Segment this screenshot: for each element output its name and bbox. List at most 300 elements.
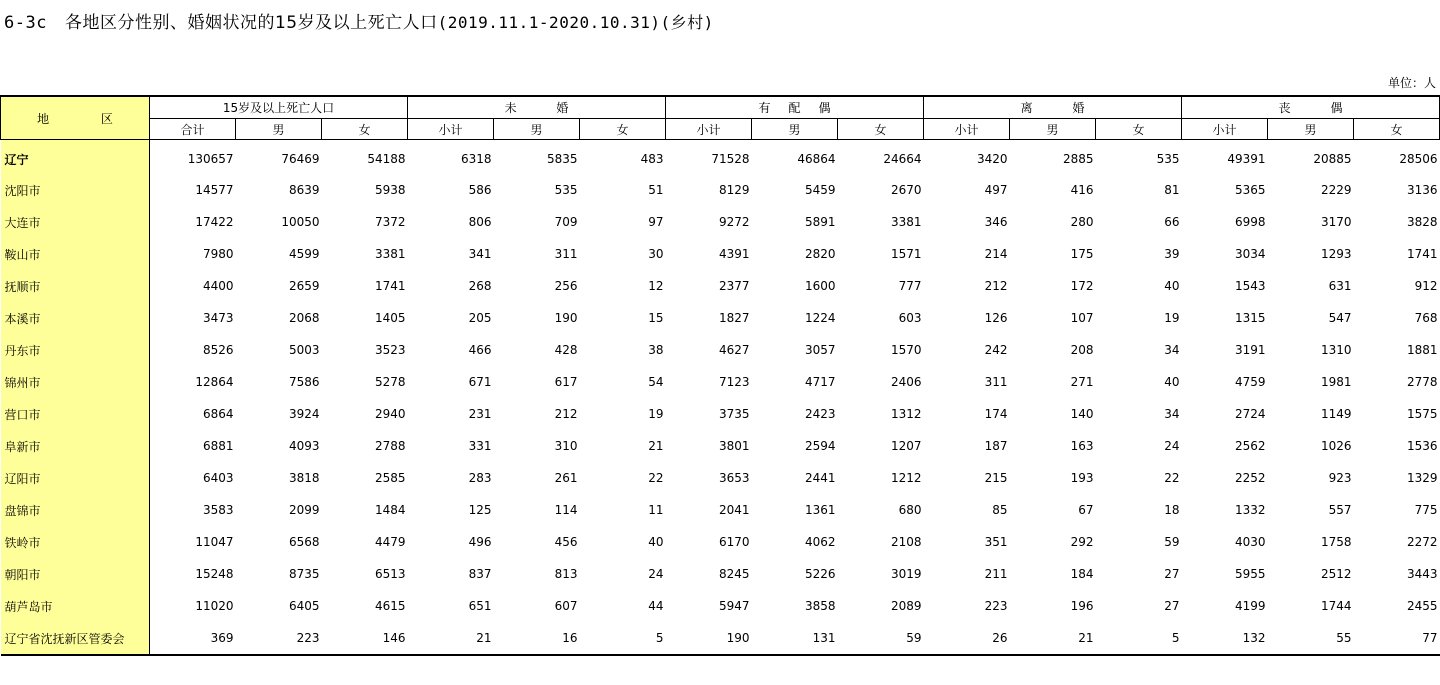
table-cell: 813 [554, 567, 578, 581]
table-cell: 3381 [374, 247, 406, 261]
table-cell: 146 [322, 622, 408, 655]
table-cell: 85 [992, 503, 1008, 517]
table-cell: 535 [554, 183, 578, 197]
region-name: 辽宁 [1, 140, 150, 175]
table-cell: 2778 [1407, 375, 1438, 389]
table-row [1, 238, 1440, 270]
table-cell: 30 [648, 247, 664, 261]
table-cell: 34 [1164, 407, 1180, 421]
table-cell: 6513 [374, 567, 406, 581]
table-cell: 268 [468, 279, 492, 293]
table-cell: 187 [984, 439, 1008, 453]
table-row [1, 494, 1440, 526]
table-cell: 3735 [718, 407, 750, 421]
table-cell: 1570 [891, 343, 922, 357]
table-cell: 4093 [288, 439, 320, 453]
table-cell: 557 [1328, 503, 1352, 517]
table-cell: 2788 [374, 439, 406, 453]
table-cell: 59 [1164, 535, 1180, 549]
table-row [1, 206, 1440, 238]
subheader: 小计 [1182, 119, 1268, 140]
table-cell: 81 [1164, 183, 1180, 197]
table-cell: 38 [648, 343, 664, 357]
subheader: 男 [1268, 119, 1354, 140]
table-cell: 617 [554, 375, 578, 389]
table-cell: 12864 [195, 375, 234, 389]
table-cell: 5003 [288, 343, 320, 357]
table-cell: 1026 [1321, 439, 1352, 453]
table-cell: 1329 [1407, 471, 1438, 485]
table-row [1, 590, 1440, 622]
table-cell: 22 [648, 471, 664, 485]
subheader: 小计 [408, 119, 494, 140]
table-cell: 651 [468, 599, 492, 613]
table-cell: 172 [1070, 279, 1094, 293]
table-cell: 4030 [1235, 535, 1266, 549]
table-cell: 208 [1070, 343, 1094, 357]
table-cell: 607 [554, 599, 578, 613]
region-name: 锦州市 [1, 366, 150, 398]
table-cell: 27 [1164, 567, 1180, 581]
region-name: 本溪市 [1, 302, 150, 334]
table-cell: 14577 [195, 183, 234, 197]
table-cell: 547 [1328, 311, 1352, 325]
table-cell: 1312 [891, 407, 922, 421]
table-cell: 1981 [1321, 375, 1352, 389]
table-title-text: 各地区分性别、婚姻状况的15岁及以上死亡人口 [64, 13, 438, 33]
table-cell: 19 [648, 407, 664, 421]
table-cell: 3019 [891, 567, 922, 581]
table-cell: 3924 [288, 407, 320, 421]
table-cell: 603 [898, 311, 922, 325]
region-name: 鞍山市 [1, 238, 150, 270]
table-cell: 40 [1164, 279, 1180, 293]
table-cell: 40 [648, 535, 664, 549]
table-row [1, 270, 1440, 302]
table-cell: 2940 [374, 407, 406, 421]
table-cell: 126 [984, 311, 1008, 325]
table-cell: 76469 [281, 152, 320, 166]
table-cell: 5459 [804, 183, 836, 197]
table-cell: 18 [1164, 503, 1180, 517]
region-name: 朝阳市 [1, 558, 150, 590]
table-cell: 10050 [281, 215, 320, 229]
subheader: 男 [494, 119, 580, 140]
table-cell: 8735 [288, 567, 320, 581]
table-cell: 4615 [374, 599, 406, 613]
table-cell: 1405 [374, 311, 406, 325]
table-row [1, 526, 1440, 558]
table-cell: 4400 [202, 279, 234, 293]
table-cell: 428 [554, 343, 578, 357]
table-cell: 680 [898, 503, 922, 517]
table-cell: 2585 [374, 471, 406, 485]
table-cell: 2455 [1407, 599, 1438, 613]
table-cell: 193 [1070, 471, 1094, 485]
table-cell: 28506 [1399, 152, 1438, 166]
table-cell: 1310 [1321, 343, 1352, 357]
table-cell: 1741 [1407, 247, 1438, 261]
table-cell: 1332 [1235, 503, 1266, 517]
table-cell: 2108 [891, 535, 922, 549]
table-cell: 190 [554, 311, 578, 325]
table-cell: 6998 [1235, 215, 1266, 229]
table-cell: 271 [1070, 375, 1094, 389]
table-cell: 1293 [1321, 247, 1352, 261]
group-header-total: 15岁及以上死亡人口 [150, 96, 408, 119]
table-cell: 54 [648, 375, 664, 389]
table-cell: 346 [984, 215, 1008, 229]
table-cell: 837 [468, 567, 492, 581]
table-cell: 4717 [804, 375, 836, 389]
table-cell: 6881 [202, 439, 234, 453]
table-cell: 256 [554, 279, 578, 293]
table-cell: 11047 [195, 535, 234, 549]
table-cell: 205 [468, 311, 492, 325]
table-cell: 7372 [374, 215, 406, 229]
table-row [1, 622, 1440, 655]
table-cell: 174 [984, 407, 1008, 421]
table-cell: 7586 [288, 375, 320, 389]
table-row [1, 302, 1440, 334]
table-row [1, 558, 1440, 590]
table-cell: 2423 [804, 407, 836, 421]
table-cell: 223 [236, 622, 322, 655]
table-cell: 2670 [891, 183, 922, 197]
table-cell: 709 [554, 215, 578, 229]
table-cell: 631 [1328, 279, 1352, 293]
region-name: 辽宁省沈抚新区管委会 [1, 622, 150, 655]
subheader: 小计 [666, 119, 752, 140]
table-cell: 2252 [1235, 471, 1266, 485]
table-cell: 15248 [195, 567, 234, 581]
table-cell: 1881 [1407, 343, 1438, 357]
table-cell: 40 [1164, 375, 1180, 389]
table-cell: 24 [648, 567, 664, 581]
table-row [1, 398, 1440, 430]
table-cell: 19 [1164, 311, 1180, 325]
table-cell: 55 [1268, 622, 1354, 655]
table-cell: 923 [1328, 471, 1352, 485]
table-cell: 21 [1010, 622, 1096, 655]
table-cell: 1224 [804, 311, 836, 325]
table-cell: 1212 [891, 471, 922, 485]
table-row [1, 334, 1440, 366]
group-header-widowed: 丧 偶 [1182, 96, 1440, 119]
table-cell: 2272 [1407, 535, 1438, 549]
table-cell: 456 [554, 535, 578, 549]
table-cell: 1571 [891, 247, 922, 261]
table-cell: 3523 [374, 343, 406, 357]
table-cell: 24664 [883, 152, 922, 166]
table-cell: 8526 [202, 343, 234, 357]
table-cell: 8639 [288, 183, 320, 197]
table-cell: 3381 [891, 215, 922, 229]
table-cell: 2885 [1063, 152, 1094, 166]
data-table [0, 95, 1440, 656]
table-cell: 5955 [1235, 567, 1266, 581]
table-cell: 1536 [1407, 439, 1438, 453]
table-cell: 71528 [711, 152, 750, 166]
table-cell: 1207 [891, 439, 922, 453]
region-name: 辽阳市 [1, 462, 150, 494]
table-number: 6-3c [4, 13, 47, 33]
table-cell: 5 [1096, 622, 1182, 655]
region-name: 沈阳市 [1, 174, 150, 206]
table-cell: 6405 [288, 599, 320, 613]
table-cell: 6403 [202, 471, 234, 485]
table-cell: 4199 [1235, 599, 1266, 613]
table-cell: 27 [1164, 599, 1180, 613]
table-cell: 1744 [1321, 599, 1352, 613]
table-cell: 44 [648, 599, 664, 613]
table-cell: 311 [984, 375, 1008, 389]
table-row [1, 366, 1440, 398]
table-cell: 20885 [1313, 152, 1352, 166]
table-cell: 59 [838, 622, 924, 655]
table-cell: 5 [580, 622, 666, 655]
table-cell: 1315 [1235, 311, 1266, 325]
table-cell: 2562 [1235, 439, 1266, 453]
table-cell: 21 [648, 439, 664, 453]
table-cell: 283 [468, 471, 492, 485]
table-cell: 351 [984, 535, 1008, 549]
table-cell: 54188 [367, 152, 406, 166]
table-cell: 2659 [288, 279, 320, 293]
table-cell: 768 [1414, 311, 1438, 325]
table-cell: 310 [554, 439, 578, 453]
table-cell: 15 [648, 311, 664, 325]
table-cell: 214 [984, 247, 1008, 261]
table-cell: 416 [1070, 183, 1094, 197]
table-cell: 1484 [374, 503, 406, 517]
table-cell: 2377 [718, 279, 750, 293]
table-cell: 3828 [1407, 215, 1438, 229]
table-cell: 1575 [1407, 407, 1438, 421]
table-cell: 211 [984, 567, 1008, 581]
table-body [1, 140, 1440, 656]
table-cell: 6318 [460, 152, 492, 166]
unit-label: 单位：人 [1387, 76, 1436, 90]
region-name: 抚顺市 [1, 270, 150, 302]
table-cell: 331 [468, 439, 492, 453]
table-cell: 223 [984, 599, 1008, 613]
table-cell: 8245 [718, 567, 750, 581]
subheader: 男 [1010, 119, 1096, 140]
table-cell: 3420 [977, 152, 1008, 166]
table-cell: 66 [1164, 215, 1180, 229]
table-cell: 7123 [718, 375, 750, 389]
table-cell: 49391 [1227, 152, 1266, 166]
table-cell: 4391 [718, 247, 750, 261]
group-header-divorced: 离 婚 [924, 96, 1182, 119]
table-cell: 12 [648, 279, 664, 293]
table-cell: 196 [1070, 599, 1094, 613]
table-row [1, 174, 1440, 206]
table-cell: 2041 [718, 503, 750, 517]
table-cell: 175 [1070, 247, 1094, 261]
subheader: 合计 [150, 119, 236, 140]
table-cell: 215 [984, 471, 1008, 485]
table-cell: 2099 [288, 503, 320, 517]
table-cell: 2512 [1321, 567, 1352, 581]
table-cell: 140 [1070, 407, 1094, 421]
table-cell: 586 [468, 183, 492, 197]
table-cell: 5938 [374, 183, 406, 197]
table-cell: 7980 [202, 247, 234, 261]
table-cell: 3818 [288, 471, 320, 485]
table-row [1, 430, 1440, 462]
table-row [1, 140, 1440, 175]
table-cell: 24 [1164, 439, 1180, 453]
table-row [1, 462, 1440, 494]
table-cell: 775 [1414, 503, 1438, 517]
table-title [4, 8, 714, 33]
table-cell: 114 [554, 503, 578, 517]
table-cell: 11020 [195, 599, 234, 613]
table-cell: 67 [1078, 503, 1094, 517]
subheader: 女 [322, 119, 408, 140]
table-cell: 77 [1354, 622, 1440, 655]
subheader: 小计 [924, 119, 1010, 140]
table-cell: 9272 [718, 215, 750, 229]
table-cell: 483 [640, 152, 664, 166]
table-cell: 21 [408, 622, 494, 655]
table-cell: 3858 [804, 599, 836, 613]
table-cell: 466 [468, 343, 492, 357]
table-cell: 311 [554, 247, 578, 261]
table-cell: 5278 [374, 375, 406, 389]
table-cell: 212 [554, 407, 578, 421]
region-name: 盘锦市 [1, 494, 150, 526]
table-cell: 4479 [374, 535, 406, 549]
table-cell: 496 [468, 535, 492, 549]
table-cell: 2441 [804, 471, 836, 485]
table-cell: 3583 [202, 503, 234, 517]
table-cell: 3653 [718, 471, 750, 485]
table-cell: 3473 [202, 311, 234, 325]
table-cell: 2406 [891, 375, 922, 389]
table-cell: 22 [1164, 471, 1180, 485]
table-cell: 1543 [1235, 279, 1266, 293]
table-cell: 5891 [804, 215, 836, 229]
table-cell: 39 [1164, 247, 1180, 261]
table-cell: 341 [468, 247, 492, 261]
table-cell: 2820 [804, 247, 836, 261]
table-cell: 34 [1164, 343, 1180, 357]
table-cell: 2594 [804, 439, 836, 453]
table-cell: 3191 [1235, 343, 1266, 357]
subheader: 男 [236, 119, 322, 140]
table-cell: 8129 [718, 183, 750, 197]
table-cell: 231 [468, 407, 492, 421]
table-cell: 497 [984, 183, 1008, 197]
table-cell: 4759 [1235, 375, 1266, 389]
region-name: 铁岭市 [1, 526, 150, 558]
table-cell: 1600 [804, 279, 836, 293]
region-name: 营口市 [1, 398, 150, 430]
table-cell: 132 [1182, 622, 1268, 655]
table-cell: 11 [648, 503, 664, 517]
table-cell: 190 [666, 622, 752, 655]
table-cell: 242 [984, 343, 1008, 357]
table-cell: 292 [1070, 535, 1094, 549]
table-cell: 5947 [718, 599, 750, 613]
table-cell: 6170 [718, 535, 750, 549]
table-cell: 2724 [1235, 407, 1266, 421]
table-cell: 16 [494, 622, 580, 655]
subheader: 女 [580, 119, 666, 140]
table-cell: 2089 [891, 599, 922, 613]
table-cell: 671 [468, 375, 492, 389]
group-header-married: 有配偶 [666, 96, 924, 119]
table-cell: 5835 [546, 152, 578, 166]
table-cell: 3034 [1235, 247, 1266, 261]
table-cell: 1741 [374, 279, 406, 293]
table-cell: 2068 [288, 311, 320, 325]
table-title-period: (2019.11.1-2020.10.31)(乡村) [437, 13, 714, 32]
table-cell: 163 [1070, 439, 1094, 453]
table-cell: 1149 [1321, 407, 1352, 421]
table-cell: 3170 [1321, 215, 1352, 229]
table-cell: 912 [1414, 279, 1438, 293]
table-cell: 1827 [718, 311, 750, 325]
subheader: 女 [1354, 119, 1440, 140]
table-cell: 26 [924, 622, 1010, 655]
region-name: 丹东市 [1, 334, 150, 366]
subheader: 女 [838, 119, 924, 140]
table-cell: 3443 [1407, 567, 1438, 581]
table-cell: 2229 [1321, 183, 1352, 197]
group-header-unmarried: 未 婚 [408, 96, 666, 119]
table-cell: 535 [1156, 152, 1180, 166]
table-cell: 3136 [1407, 183, 1438, 197]
table-cell: 1758 [1321, 535, 1352, 549]
table-cell: 6568 [288, 535, 320, 549]
subheader: 男 [752, 119, 838, 140]
table-cell: 17422 [195, 215, 234, 229]
table-cell: 125 [468, 503, 492, 517]
table-cell: 777 [898, 279, 922, 293]
table-cell: 107 [1070, 311, 1094, 325]
table-cell: 97 [648, 215, 664, 229]
table-cell: 130657 [187, 152, 234, 166]
table-cell: 184 [1070, 567, 1094, 581]
table-cell: 4627 [718, 343, 750, 357]
region-name: 阜新市 [1, 430, 150, 462]
table-cell: 261 [554, 471, 578, 485]
table-cell: 4599 [288, 247, 320, 261]
region-name: 葫芦岛市 [1, 590, 150, 622]
table-cell: 3801 [718, 439, 750, 453]
table-cell: 131 [752, 622, 838, 655]
table-cell: 212 [984, 279, 1008, 293]
table-cell: 6864 [202, 407, 234, 421]
table-cell: 3057 [804, 343, 836, 357]
table-cell: 46864 [797, 152, 836, 166]
table-cell: 51 [648, 183, 664, 197]
table-cell: 5226 [804, 567, 836, 581]
subheader: 女 [1096, 119, 1182, 140]
table-cell: 280 [1070, 215, 1094, 229]
region-header: 地 区 [1, 96, 150, 140]
table-cell: 5365 [1235, 183, 1266, 197]
table-cell: 4062 [804, 535, 836, 549]
table-cell: 806 [468, 215, 492, 229]
table-cell: 369 [150, 622, 236, 655]
region-name: 大连市 [1, 206, 150, 238]
table-cell: 1361 [804, 503, 836, 517]
